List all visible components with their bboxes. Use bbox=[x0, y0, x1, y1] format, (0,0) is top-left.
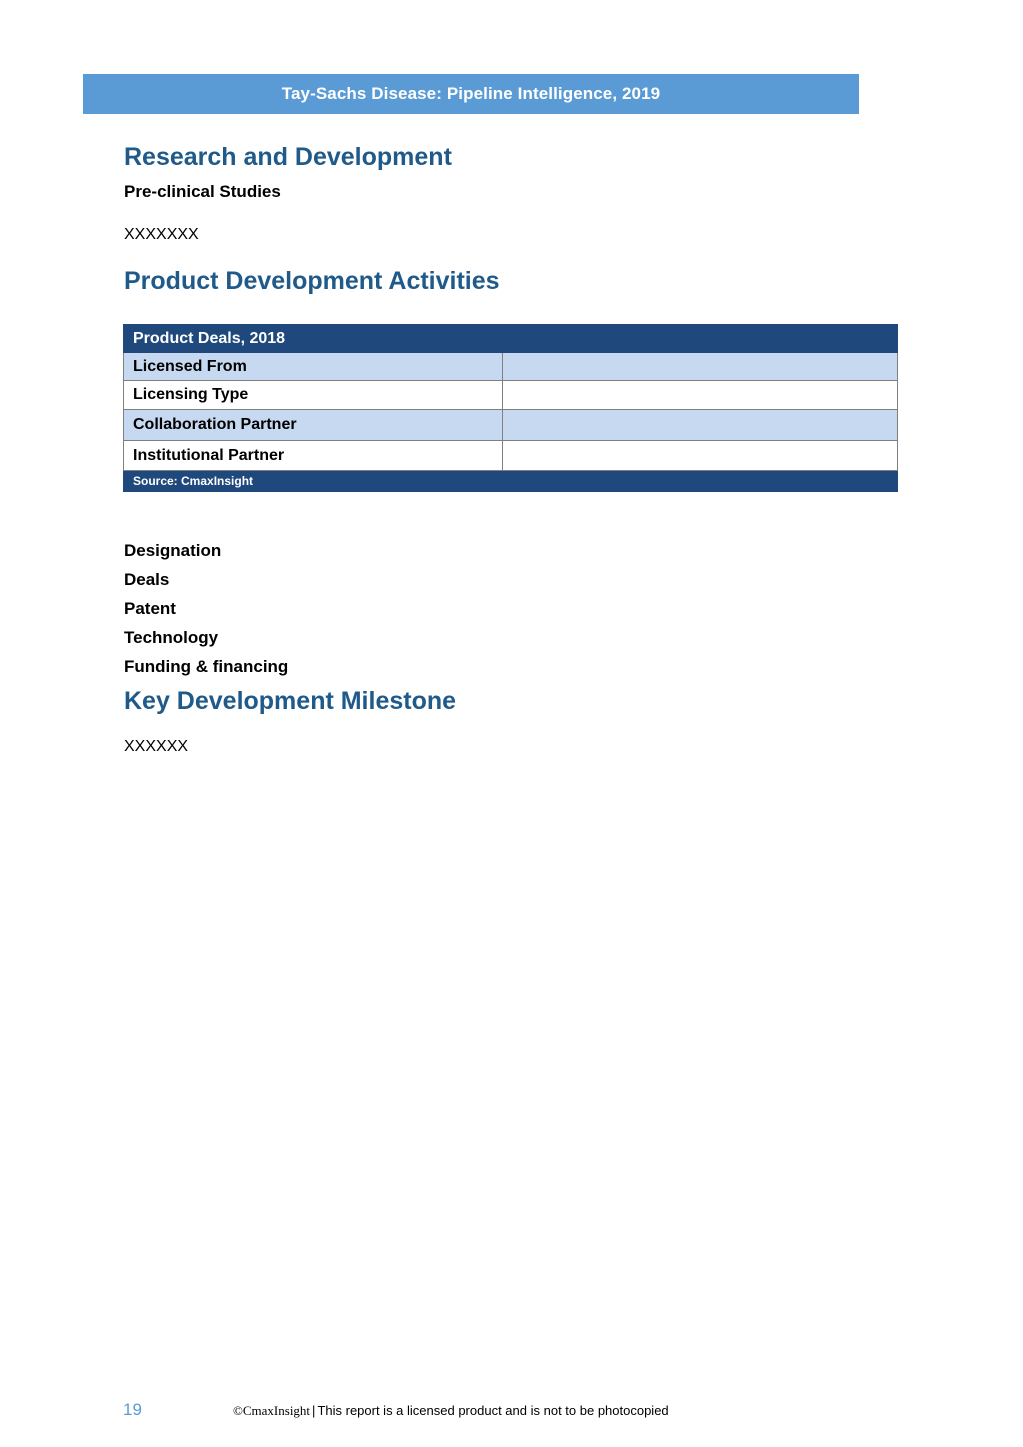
row-value-institutional-partner bbox=[503, 441, 898, 471]
row-label-licensing-type: Licensing Type bbox=[124, 381, 503, 410]
research-body-text: XXXXXXX bbox=[124, 226, 199, 243]
table-source-row bbox=[124, 471, 898, 492]
list-item-patent: Patent bbox=[124, 599, 176, 618]
report-header-band bbox=[83, 74, 859, 114]
report-title: Tay-Sachs Disease: Pipeline Intelligence, 2019 bbox=[281, 84, 661, 103]
table-row bbox=[124, 441, 898, 471]
list-item-technology: Technology bbox=[124, 628, 219, 647]
table-source: Source: CmaxInsight bbox=[124, 471, 898, 492]
table-row bbox=[124, 410, 898, 441]
footer-notice-text: This report is a licensed product and is not to be photocopied bbox=[317, 1403, 669, 1418]
list-item-deals: Deals bbox=[124, 570, 170, 589]
row-label-collaboration-partner: Collaboration Partner bbox=[124, 410, 503, 441]
product-deals-table bbox=[123, 324, 898, 492]
list-item-funding: Funding & financing bbox=[124, 657, 289, 676]
row-value-collaboration-partner bbox=[503, 410, 898, 441]
table-header-row bbox=[124, 325, 898, 353]
footer-separator: | bbox=[312, 1403, 316, 1418]
milestone-body-text: XXXXXX bbox=[124, 738, 189, 755]
footer-notice bbox=[233, 1403, 669, 1419]
research-heading: Research and Development bbox=[124, 143, 452, 171]
product-development-heading: Product Development Activities bbox=[124, 267, 500, 295]
row-value-licensing-type bbox=[503, 381, 898, 410]
activity-list bbox=[124, 540, 288, 685]
row-label-licensed-from: Licensed From bbox=[124, 353, 503, 381]
list-item-designation: Designation bbox=[124, 541, 222, 560]
milestone-heading: Key Development Milestone bbox=[124, 687, 457, 715]
row-label-institutional-partner: Institutional Partner bbox=[124, 441, 503, 471]
row-value-licensed-from bbox=[503, 353, 898, 381]
table-title: Product Deals, 2018 bbox=[124, 325, 898, 353]
table-row bbox=[124, 381, 898, 410]
table-row bbox=[124, 353, 898, 381]
preclinical-subheading: Pre-clinical Studies bbox=[124, 182, 281, 201]
page-number: 19 bbox=[123, 1400, 142, 1419]
footer-brand: ©CmaxInsight bbox=[233, 1403, 311, 1418]
